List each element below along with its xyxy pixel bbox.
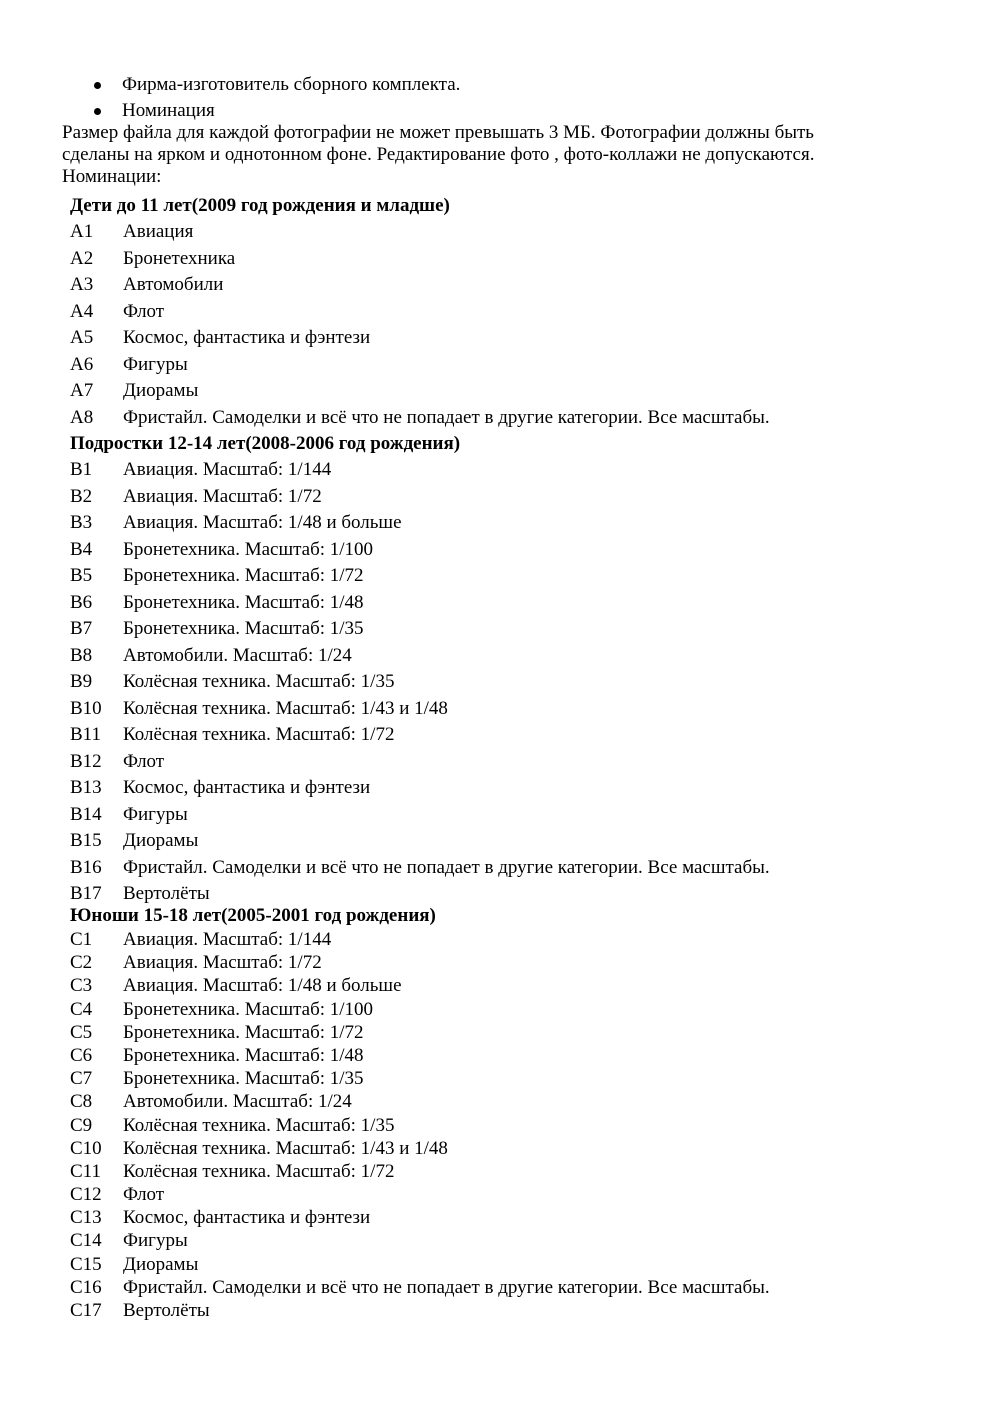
nomination-code: B17 — [70, 883, 102, 904]
nomination-code: C15 — [70, 1253, 102, 1275]
nomination-code: C13 — [70, 1207, 102, 1229]
nomination-code: C12 — [70, 1184, 102, 1206]
nomination-row — [70, 1206, 940, 1229]
nomination-row — [70, 1183, 940, 1206]
nomination-name: Автомобили. Масштаб: 1/24 — [123, 1091, 352, 1113]
bullet-dot-icon — [94, 108, 101, 115]
nomination-code: B13 — [70, 777, 102, 798]
nomination-code: C2 — [70, 952, 93, 974]
nomination-code: C9 — [70, 1114, 93, 1136]
nomination-name: Диорамы — [123, 830, 199, 851]
section-title: Юноши 15-18 лет(2005-2001 год рождения) — [70, 905, 436, 926]
nomination-row — [70, 299, 940, 326]
nomination-row — [70, 828, 940, 855]
nomination-list — [70, 219, 940, 431]
nomination-code: A3 — [70, 274, 94, 295]
nomination-row — [70, 325, 940, 352]
nomination-code: A5 — [70, 327, 94, 348]
nomination-name: Бронетехника. Масштаб: 1/100 — [123, 998, 374, 1020]
nomination-code: C4 — [70, 998, 93, 1020]
nomination-row — [70, 352, 940, 379]
nomination-code: C5 — [70, 1021, 93, 1043]
nomination-code: A1 — [70, 221, 94, 242]
nomination-name: Авиация. Масштаб: 1/72 — [123, 485, 322, 507]
section-title: Дети до 11 лет(2009 год рождения и младше) — [70, 195, 450, 216]
nomination-name: Бронетехника. Масштаб: 1/48 — [123, 1044, 364, 1066]
section-teens — [70, 431, 940, 908]
nomination-name: Авиация. Масштаб: 1/48 и больше — [123, 975, 402, 997]
nomination-row — [70, 775, 940, 802]
nomination-code: A6 — [70, 353, 94, 375]
nomination-row — [70, 749, 940, 776]
nomination-name: Бронетехника. Масштаб: 1/72 — [123, 1021, 364, 1043]
nomination-row — [70, 246, 940, 273]
section-youth — [70, 904, 940, 1322]
nomination-row — [70, 1229, 940, 1252]
nomination-code: C17 — [70, 1300, 102, 1321]
nomination-name: Авиация. Масштаб: 1/144 — [123, 459, 332, 480]
nomination-row — [70, 1299, 940, 1322]
nomination-code: B16 — [70, 856, 102, 878]
nomination-name: Бронетехника. Масштаб: 1/48 — [123, 591, 364, 613]
nomination-row — [70, 998, 940, 1021]
nomination-name: Флот — [123, 300, 165, 322]
nomination-name: Бронетехника. Масштаб: 1/35 — [123, 618, 364, 639]
nomination-row — [70, 537, 940, 564]
nomination-name: Авиация — [123, 221, 194, 242]
nomination-name: Фигуры — [123, 803, 188, 825]
nomination-name: Авиация. Масштаб: 1/72 — [123, 952, 322, 974]
bullet-text: Фирма-изготовитель сборного комплекта. — [122, 74, 461, 95]
nomination-code: B9 — [70, 671, 93, 692]
nomination-code: B4 — [70, 538, 93, 560]
nomination-code: B12 — [70, 750, 102, 772]
nomination-name: Фигуры — [123, 353, 188, 375]
nomination-row — [70, 484, 940, 511]
nomination-row — [70, 669, 940, 696]
nomination-row — [70, 378, 940, 405]
bullet-item — [92, 72, 460, 98]
nomination-name: Фристайл. Самоделки и всё что не попадает в другие категории. Все масштабы. — [123, 1276, 770, 1298]
nomination-row — [70, 951, 940, 974]
nomination-row — [70, 1021, 940, 1044]
nomination-code: C7 — [70, 1068, 93, 1090]
nomination-code: B15 — [70, 830, 102, 851]
nomination-code: B10 — [70, 697, 102, 719]
nomination-name: Автомобили. Масштаб: 1/24 — [123, 644, 352, 666]
nomination-row — [70, 643, 940, 670]
nomination-row — [70, 928, 940, 951]
nomination-name: Колёсная техника. Масштаб: 1/72 — [123, 724, 395, 745]
nomination-name: Фигуры — [123, 1230, 188, 1252]
nomination-code: C16 — [70, 1276, 102, 1298]
nomination-name: Диорамы — [123, 1253, 199, 1275]
nomination-row — [70, 563, 940, 590]
nomination-code: B1 — [70, 459, 93, 480]
nomination-code: B3 — [70, 512, 93, 533]
nomination-code: B2 — [70, 485, 93, 507]
info-paragraph — [62, 122, 942, 188]
nomination-code: A2 — [70, 247, 94, 269]
nomination-code: B11 — [70, 724, 101, 745]
nomination-name: Колёсная техника. Масштаб: 1/35 — [123, 1114, 395, 1136]
nomination-name: Бронетехника — [123, 247, 236, 269]
nomination-name: Бронетехника. Масштаб: 1/35 — [123, 1068, 364, 1090]
nomination-name: Фристайл. Самоделки и всё что не попадает в другие категории. Все масштабы. — [123, 406, 770, 428]
nomination-row — [70, 1276, 940, 1299]
nomination-name: Вертолёты — [123, 883, 210, 904]
bullet-list — [92, 72, 460, 124]
nomination-name: Авиация. Масштаб: 1/144 — [123, 929, 332, 950]
nomination-code: B6 — [70, 591, 93, 613]
section-title: Подростки 12-14 лет(2008-2006 год рождения) — [70, 433, 461, 454]
nomination-row — [70, 855, 940, 882]
nomination-name: Флот — [123, 750, 165, 772]
section-children — [70, 193, 940, 431]
nomination-code: C6 — [70, 1044, 93, 1066]
nomination-name: Колёсная техника. Масштаб: 1/43 и 1/48 — [123, 697, 448, 719]
nomination-row — [70, 590, 940, 617]
nomination-row — [70, 974, 940, 997]
nomination-name: Космос, фантастика и фэнтези — [123, 327, 371, 348]
nomination-row — [70, 272, 940, 299]
nomination-row — [70, 1044, 940, 1067]
nomination-row — [70, 405, 940, 432]
nomination-name: Бронетехника. Масштаб: 1/100 — [123, 538, 374, 560]
nomination-row — [70, 1160, 940, 1183]
nomination-row — [70, 457, 940, 484]
nomination-list — [70, 457, 940, 908]
nomination-code: B8 — [70, 644, 93, 666]
nomination-code: B7 — [70, 618, 93, 639]
nomination-name: Авиация. Масштаб: 1/48 и больше — [123, 512, 402, 533]
paragraph-line: Номинации: — [62, 166, 162, 187]
nomination-row — [70, 802, 940, 829]
nomination-name: Космос, фантастика и фэнтези — [123, 1207, 371, 1229]
nomination-code: A8 — [70, 406, 94, 428]
nomination-name: Фристайл. Самоделки и всё что не попадает в другие категории. Все масштабы. — [123, 856, 770, 878]
nomination-row — [70, 1090, 940, 1113]
nomination-list — [70, 928, 940, 1322]
nomination-code: C1 — [70, 929, 93, 950]
nomination-name: Бронетехника. Масштаб: 1/72 — [123, 565, 364, 586]
nomination-code: A4 — [70, 300, 94, 322]
nomination-name: Колёсная техника. Масштаб: 1/43 и 1/48 — [123, 1137, 448, 1159]
nomination-name: Автомобили — [123, 274, 224, 295]
nomination-code: C8 — [70, 1091, 93, 1113]
nomination-code: C3 — [70, 975, 93, 997]
nomination-code: C14 — [70, 1230, 102, 1252]
nomination-code: C10 — [70, 1137, 102, 1159]
nomination-row — [70, 1067, 940, 1090]
nomination-row — [70, 1137, 940, 1160]
paragraph-line: Размер файла для каждой фотографии не может превышать 3 МБ. Фотографии должны быть — [62, 122, 814, 143]
nomination-name: Флот — [123, 1184, 165, 1206]
nomination-row — [70, 1114, 940, 1137]
bullet-dot-icon — [94, 82, 101, 89]
bullet-text: Номинация — [122, 100, 215, 121]
paragraph-line: сделаны на ярком и однотонном фоне. Редактирование фото , фото-коллажи не допускаются. — [62, 144, 815, 165]
nomination-name: Космос, фантастика и фэнтези — [123, 777, 371, 798]
nomination-row — [70, 1253, 940, 1276]
nomination-row — [70, 219, 940, 246]
nomination-name: Вертолёты — [123, 1300, 210, 1321]
nomination-name: Колёсная техника. Масштаб: 1/35 — [123, 671, 395, 692]
nomination-row — [70, 510, 940, 537]
nomination-row — [70, 722, 940, 749]
nomination-code: B5 — [70, 565, 93, 586]
bullet-item — [92, 98, 460, 124]
nomination-name: Колёсная техника. Масштаб: 1/72 — [123, 1160, 395, 1182]
nomination-name: Диорамы — [123, 380, 199, 401]
nomination-code: A7 — [70, 380, 94, 401]
nomination-row — [70, 696, 940, 723]
nomination-code: B14 — [70, 803, 102, 825]
nomination-code: C11 — [70, 1160, 101, 1182]
nomination-row — [70, 616, 940, 643]
